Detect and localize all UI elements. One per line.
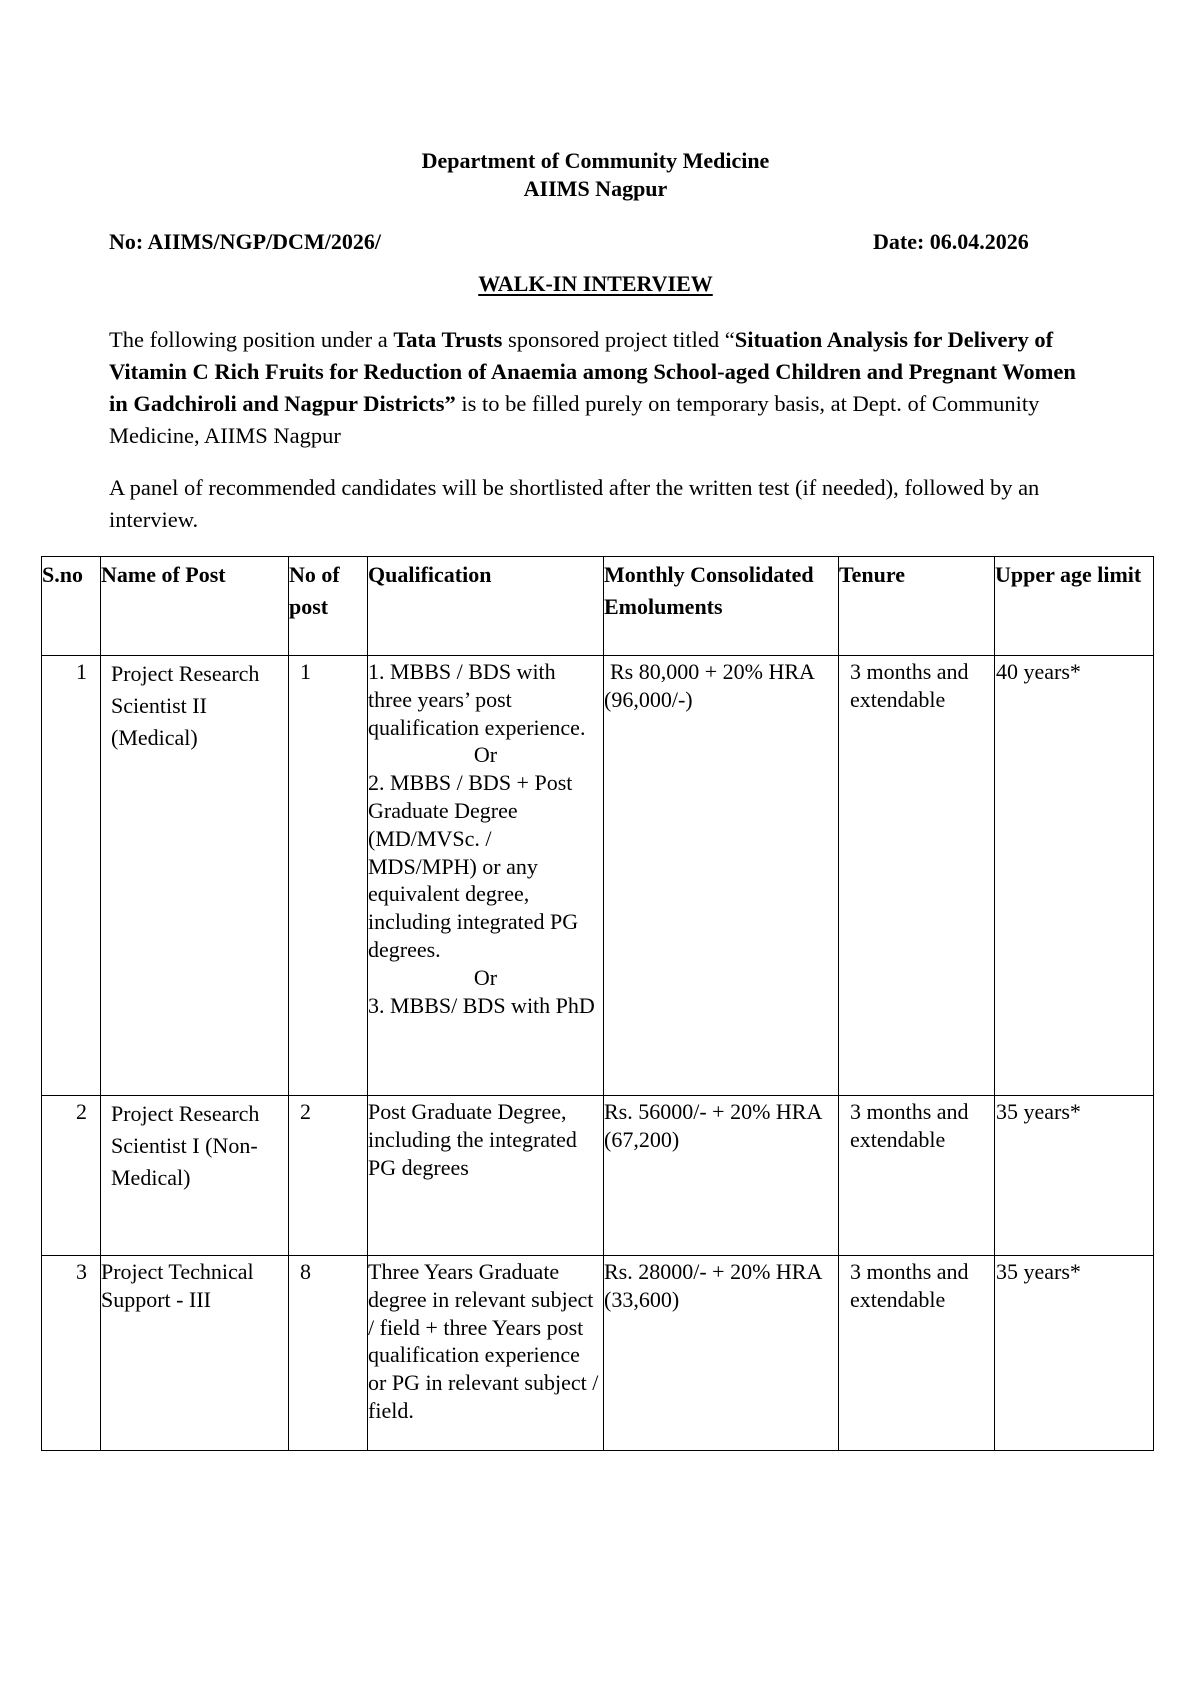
row-emoluments: Rs. 56000/- + 20% HRA (67,200): [604, 1099, 822, 1152]
table-row: [42, 656, 1154, 1096]
or-separator: Or: [473, 964, 498, 990]
cell-age-limit: [995, 656, 1154, 1096]
row-tenure: 3 months and extendable: [850, 1099, 969, 1152]
notice-title-text: WALK-IN INTERVIEW: [478, 271, 713, 296]
header-age-limit: Upper age limit: [995, 557, 1154, 656]
cell-age-limit: [995, 1096, 1154, 1256]
header-qualification: Qualification: [368, 557, 604, 656]
row-age-limit: 35 years*: [996, 1259, 1081, 1284]
department-heading: Department of Community Medicine: [421, 148, 770, 173]
row-sno: 1: [76, 659, 87, 684]
cell-no-of-post: [289, 1256, 368, 1451]
table-row: [42, 1256, 1154, 1451]
cell-sno: [42, 656, 101, 1096]
table-header-row: [42, 557, 1154, 656]
intro-text-b: sponsored project titled “: [502, 327, 735, 352]
cell-no-of-post: [289, 1096, 368, 1256]
notice-title: [0, 270, 1191, 298]
row-qualification: Three Years Graduate degree in relevant subject / field + three Years post qualification experience or PG in relevant subject / field.: [368, 1259, 599, 1423]
cell-sno: [42, 1256, 101, 1451]
cell-post-name: [101, 1096, 289, 1256]
reference-number: No: AIIMS/NGP/DCM/2026/: [109, 229, 381, 254]
qualification-list: [368, 656, 603, 1019]
intro-paragraph: [109, 324, 1099, 452]
cell-qualification: [368, 1096, 604, 1256]
cell-emoluments: [604, 1256, 839, 1451]
row-sno: 2: [76, 1099, 87, 1124]
sponsor-name: Tata Trusts: [393, 327, 503, 352]
notice-date: Date: 06.04.2026: [873, 229, 1029, 254]
header-emoluments: Monthly Consolidated Emoluments: [604, 557, 839, 656]
row-emoluments: Rs. 28000/- + 20% HRA (33,600): [604, 1259, 822, 1312]
row-no-of-post: 2: [300, 1099, 311, 1124]
cell-tenure: [839, 1256, 995, 1451]
row-emoluments: Rs 80,000 + 20% HRA (96,000/-): [604, 659, 814, 712]
row-no-of-post: 1: [300, 659, 311, 684]
row-qualification: Post Graduate Degree, including the integrated PG degrees: [368, 1099, 577, 1180]
row-sno: 3: [76, 1259, 87, 1284]
row-age-limit: 35 years*: [996, 1099, 1081, 1124]
header-tenure: Tenure: [839, 557, 995, 656]
row-post-name: Project Research Scientist II (Medical): [111, 661, 260, 750]
row-tenure: 3 months and extendable: [850, 1259, 969, 1312]
selection-paragraph: A panel of recommended candidates will be shortlisted after the written test (if needed), followed by an interview.: [109, 475, 1040, 532]
cell-post-name: [101, 656, 289, 1096]
table-row: [42, 1096, 1154, 1256]
cell-emoluments: [604, 1096, 839, 1256]
row-tenure: 3 months and extendable: [850, 659, 969, 712]
row-post-name: Project Technical Support - III: [101, 1259, 254, 1312]
intro-text-a: The following position under a: [109, 327, 394, 352]
intro-text-c: is to be filled purely on temporary basis, at Dept. of Community Medicine, AIIMS Nagpur: [109, 391, 1040, 448]
or-separator: Or: [473, 742, 498, 768]
cell-emoluments: [604, 656, 839, 1096]
cell-qualification: [368, 656, 604, 1096]
row-no-of-post: 8: [300, 1259, 311, 1284]
cell-tenure: [839, 1096, 995, 1256]
cell-qualification: [368, 1256, 604, 1451]
qualification-option-2: 2. MBBS / BDS + Post Graduate Degree (MD/MVSc. / MDS/MPH) or any equivalent degree, including integrated PG degrees.: [368, 770, 579, 962]
cell-sno: [42, 1096, 101, 1256]
header-no-of-post: No of post: [289, 557, 368, 656]
row-age-limit: 40 years*: [996, 659, 1081, 684]
qualification-option-1: 1. MBBS / BDS with three years’ post qualification experience.: [368, 659, 586, 740]
cell-age-limit: [995, 1256, 1154, 1451]
project-title: Situation Analysis for Delivery of Vitamin C Rich Fruits for Reduction of Anaemia among School-aged Children and Pregnant Women in Gadchiroli and Nagpur Districts”: [109, 327, 1076, 416]
header-sno: S.no: [42, 557, 101, 656]
cell-tenure: [839, 656, 995, 1096]
cell-post-name: [101, 1256, 289, 1451]
qualification-option-3: 3. MBBS/ BDS with PhD: [368, 992, 595, 1018]
institute-heading: AIIMS Nagpur: [523, 176, 668, 201]
cell-no-of-post: [289, 656, 368, 1096]
row-post-name: Project Research Scientist I (Non-Medical): [111, 1101, 260, 1190]
positions-table: [41, 556, 1154, 1451]
header-post-name: Name of Post: [101, 557, 289, 656]
